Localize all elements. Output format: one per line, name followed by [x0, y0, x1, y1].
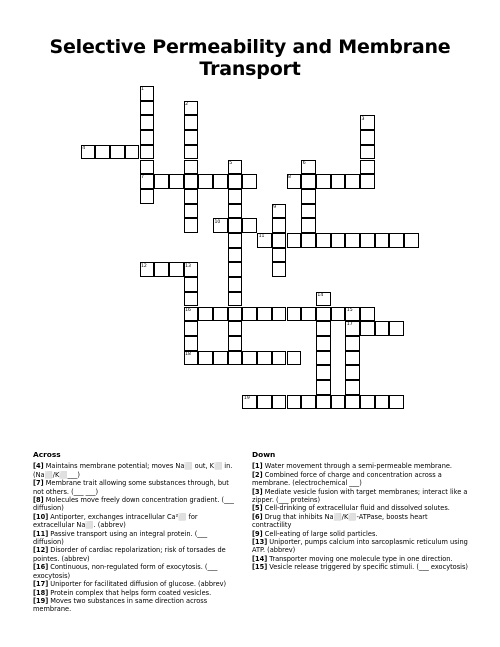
grid-cell[interactable] — [272, 395, 287, 410]
clue-item — [252, 462, 468, 470]
clue-text: Transporter moving one molecule type in one direction. — [267, 554, 453, 563]
grid-cell[interactable] — [301, 189, 316, 204]
clue-item — [252, 563, 468, 571]
grid-cell[interactable] — [228, 204, 243, 219]
grid-cell[interactable] — [287, 233, 302, 248]
grid-cell[interactable] — [345, 336, 360, 351]
clue-item — [252, 555, 468, 563]
grid-cell[interactable] — [228, 262, 243, 277]
clue-number: [14] — [252, 554, 268, 563]
grid-cell[interactable] — [228, 292, 243, 307]
grid-cell[interactable] — [198, 174, 213, 189]
grid-cell[interactable] — [184, 292, 199, 307]
grid-cell[interactable] — [110, 145, 125, 160]
clue-text: Membrane trait allowing some substances through, but not others. (___ ___) — [33, 479, 229, 496]
clue-text: Moves two substances in same direction across membrane. — [33, 596, 208, 614]
clue-number: [8] — [33, 496, 44, 505]
grid-cell[interactable] — [95, 145, 110, 160]
clue-number: [13] — [252, 538, 268, 547]
cell-number: 5 — [229, 160, 233, 166]
cell-number: 16 — [185, 307, 191, 313]
grid-cell[interactable] — [345, 233, 360, 248]
grid-cell[interactable] — [272, 307, 287, 322]
grid-cell[interactable] — [242, 174, 257, 189]
cell-number: 12 — [141, 263, 147, 269]
clue-number: [10] — [33, 512, 49, 521]
cell-number: 4 — [82, 146, 86, 151]
clue-item — [252, 488, 468, 505]
grid-cell[interactable] — [184, 204, 199, 219]
grid-cell[interactable] — [331, 307, 346, 322]
grid-cell[interactable] — [154, 262, 169, 277]
clue-number: [1] — [252, 462, 263, 471]
grid-cell[interactable] — [389, 321, 404, 336]
grid-cell[interactable] — [242, 307, 257, 322]
grid-cell[interactable] — [228, 189, 243, 204]
grid-cell[interactable] — [331, 233, 346, 248]
grid-cell[interactable] — [375, 321, 390, 336]
clue-item — [33, 496, 240, 513]
grid-cell[interactable] — [287, 395, 302, 410]
cell-number: 19 — [243, 395, 250, 401]
clue-text: Combined force of charge and concentration across a membrane. (electrochemical ___) — [252, 470, 442, 488]
grid-cell[interactable] — [198, 351, 213, 366]
clue-text: Drug that inhibits Na⬜/K⬜-ATPase, boosts heart contractility — [252, 512, 428, 530]
grid-cell[interactable] — [316, 174, 331, 189]
grid-cell[interactable] — [184, 130, 199, 145]
grid-cell[interactable] — [228, 336, 243, 351]
cell-number: 14 — [317, 293, 324, 298]
grid-cell[interactable] — [301, 233, 316, 248]
cell-number: 1 — [141, 87, 144, 93]
clue-number: [3] — [252, 487, 263, 496]
cell-number: 3 — [361, 116, 365, 122]
grid-cell[interactable] — [213, 307, 228, 322]
grid-cell[interactable] — [360, 233, 375, 248]
grid-cell[interactable] — [316, 365, 331, 380]
grid-cell[interactable] — [169, 174, 184, 189]
grid-cell[interactable] — [301, 395, 316, 410]
cell-number: 6 — [302, 160, 306, 166]
grid-cell[interactable] — [184, 277, 199, 292]
grid-cell[interactable] — [345, 380, 360, 395]
clue-item — [33, 479, 240, 496]
clue-item — [33, 589, 240, 597]
grid-cell[interactable] — [242, 218, 257, 233]
grid-cell[interactable] — [287, 307, 302, 322]
clue-text: Disorder of cardiac repolarization; risk of torsades de pointes. (abbrev) — [33, 546, 226, 563]
grid-cell[interactable] — [404, 233, 419, 248]
clue-item — [252, 471, 468, 488]
grid-cell[interactable] — [375, 233, 390, 248]
page-title: Selective Permeability and Membrane Transport — [49, 36, 451, 80]
clue-number: [17] — [33, 580, 49, 589]
grid-cell[interactable] — [257, 351, 272, 366]
clue-item — [33, 530, 240, 547]
down-heading: Down — [252, 450, 276, 459]
clue-text: Vesicle release triggered by specific stimuli. (___ exocytosis) — [267, 563, 468, 572]
clue-item — [33, 580, 240, 588]
grid-cell[interactable] — [316, 321, 331, 336]
grid-cell[interactable] — [316, 307, 331, 322]
grid-cell[interactable] — [345, 365, 360, 380]
grid-cell[interactable] — [389, 395, 404, 410]
clue-text: Antiporter, exchanges intracellular Ca²⬜ for extracellular Na⬜. (abbrev) — [33, 512, 198, 530]
clue-number: [16] — [33, 563, 49, 572]
grid-cell[interactable] — [272, 248, 287, 263]
grid-cell[interactable] — [360, 321, 375, 336]
cell-number: 10 — [214, 219, 221, 225]
grid-cell[interactable] — [389, 233, 404, 248]
clue-text: Uniporter for facilitated diffusion of glucose. (abbrev) — [48, 580, 227, 589]
grid-cell[interactable] — [360, 145, 375, 160]
clue-text: Cell-drinking of extracellular fluid and dissolved solutes. — [262, 504, 450, 513]
clue-number: [4] — [33, 462, 44, 471]
grid-cell[interactable] — [360, 160, 375, 175]
clue-number: [7] — [33, 479, 44, 488]
grid-cell[interactable] — [228, 218, 243, 233]
grid-cell[interactable] — [125, 145, 140, 160]
down-clues — [252, 451, 468, 572]
grid-cell[interactable] — [154, 174, 169, 189]
grid-cell[interactable] — [198, 307, 213, 322]
grid-cell[interactable] — [345, 351, 360, 366]
grid-cell[interactable] — [213, 174, 228, 189]
grid-cell[interactable] — [301, 204, 316, 219]
clue-text: Mediate vesicle fusion with target membranes; interact like a zipper. (___ proteins) — [252, 487, 468, 505]
grid-cell[interactable] — [301, 307, 316, 322]
grid-cell[interactable] — [184, 160, 199, 175]
grid-cell[interactable] — [272, 233, 287, 248]
cell-number: 11 — [258, 234, 265, 240]
clue-item — [33, 597, 240, 614]
grid-cell[interactable] — [316, 336, 331, 351]
grid-cell[interactable] — [228, 321, 243, 336]
clue-text: Continuous, non-regulated form of exocytosis. (___ exocytosis) — [33, 563, 218, 580]
clue-text: Passive transport using an integral protein. (___ diffusion) — [33, 529, 208, 547]
grid-cell[interactable] — [360, 307, 375, 322]
clue-number: [6] — [252, 512, 263, 521]
clue-text: Molecules move freely down concentration gradient. (___ diffusion) — [33, 496, 234, 513]
clue-text: Uniporter, pumps calcium into sarcoplasmic reticulum using ATP. (abbrev) — [252, 538, 468, 555]
grid-cell[interactable] — [301, 218, 316, 233]
down-clue-list — [252, 462, 468, 571]
grid-cell[interactable] — [272, 218, 287, 233]
grid-cell[interactable] — [140, 115, 155, 130]
grid-cell[interactable] — [228, 307, 243, 322]
grid-cell[interactable] — [316, 380, 331, 395]
grid-cell[interactable] — [272, 351, 287, 366]
cell-number: 9 — [273, 204, 277, 210]
clue-text: Protein complex that helps form coated vesicles. — [48, 588, 212, 597]
grid-cell[interactable] — [228, 351, 243, 366]
grid-cell[interactable] — [316, 395, 331, 410]
clue-number: [19] — [33, 596, 49, 605]
grid-cell[interactable] — [301, 174, 316, 189]
grid-cell[interactable] — [316, 233, 331, 248]
grid-cell[interactable] — [184, 336, 199, 351]
grid-cell[interactable] — [184, 115, 199, 130]
grid-cell[interactable] — [331, 395, 346, 410]
clue-item — [252, 513, 468, 530]
clue-item — [33, 513, 240, 530]
clue-item — [33, 546, 240, 563]
clue-item — [252, 530, 468, 538]
grid-cell[interactable] — [184, 174, 199, 189]
clue-item — [33, 462, 240, 479]
across-clues — [33, 451, 240, 614]
clue-number: [9] — [252, 529, 263, 538]
cell-number: 18 — [185, 351, 191, 357]
grid-cell[interactable] — [360, 130, 375, 145]
grid-cell[interactable] — [360, 395, 375, 410]
clue-item — [252, 538, 468, 555]
grid-cell[interactable] — [140, 160, 155, 175]
across-heading: Across — [33, 450, 61, 459]
clue-number: [11] — [33, 529, 49, 538]
grid-cell[interactable] — [140, 130, 155, 145]
clue-number: [5] — [252, 504, 263, 513]
cell-number: 7 — [141, 175, 144, 181]
clue-number: [12] — [33, 546, 49, 555]
grid-cell[interactable] — [140, 101, 155, 116]
clue-number: [2] — [252, 470, 263, 479]
grid-cell[interactable] — [242, 351, 257, 366]
grid-cell[interactable] — [184, 321, 199, 336]
grid-cell[interactable] — [360, 174, 375, 189]
clue-text: Water movement through a semi-permeable membrane. — [262, 462, 453, 471]
clue-item — [33, 563, 240, 580]
cell-number: 17 — [346, 322, 353, 328]
grid-cell[interactable] — [375, 395, 390, 410]
grid-cell[interactable] — [140, 189, 155, 204]
grid-cell[interactable] — [213, 351, 228, 366]
grid-cell[interactable] — [331, 174, 346, 189]
clue-text: Cell-eating of large solid particles. — [262, 529, 378, 538]
grid-cell[interactable] — [257, 395, 272, 410]
grid-cell[interactable] — [169, 262, 184, 277]
cell-number: 2 — [185, 101, 189, 107]
grid-cell[interactable] — [228, 174, 243, 189]
cell-number: 15 — [346, 307, 353, 313]
grid-cell[interactable] — [228, 277, 243, 292]
grid-cell[interactable] — [184, 145, 199, 160]
grid-cell[interactable] — [228, 233, 243, 248]
clue-number: [15] — [252, 563, 268, 572]
grid-cell[interactable] — [184, 218, 199, 233]
grid-cell[interactable] — [272, 262, 287, 277]
clue-text: Maintains membrane potential; moves Na⬜ out, K⬜ in. (Na⬜/K⬜___) — [33, 462, 233, 479]
grid-cell[interactable] — [228, 248, 243, 263]
grid-cell[interactable] — [257, 307, 272, 322]
cell-number: 13 — [185, 263, 191, 269]
clue-item — [252, 504, 468, 512]
cell-number: 8 — [288, 175, 291, 181]
clue-number: [18] — [33, 588, 49, 597]
grid-cell[interactable] — [287, 351, 302, 366]
grid-cell[interactable] — [345, 174, 360, 189]
grid-cell[interactable] — [316, 351, 331, 366]
grid-cell[interactable] — [140, 145, 155, 160]
grid-cell[interactable] — [345, 395, 360, 410]
grid-cell[interactable] — [184, 189, 199, 204]
across-clue-list — [33, 462, 240, 613]
